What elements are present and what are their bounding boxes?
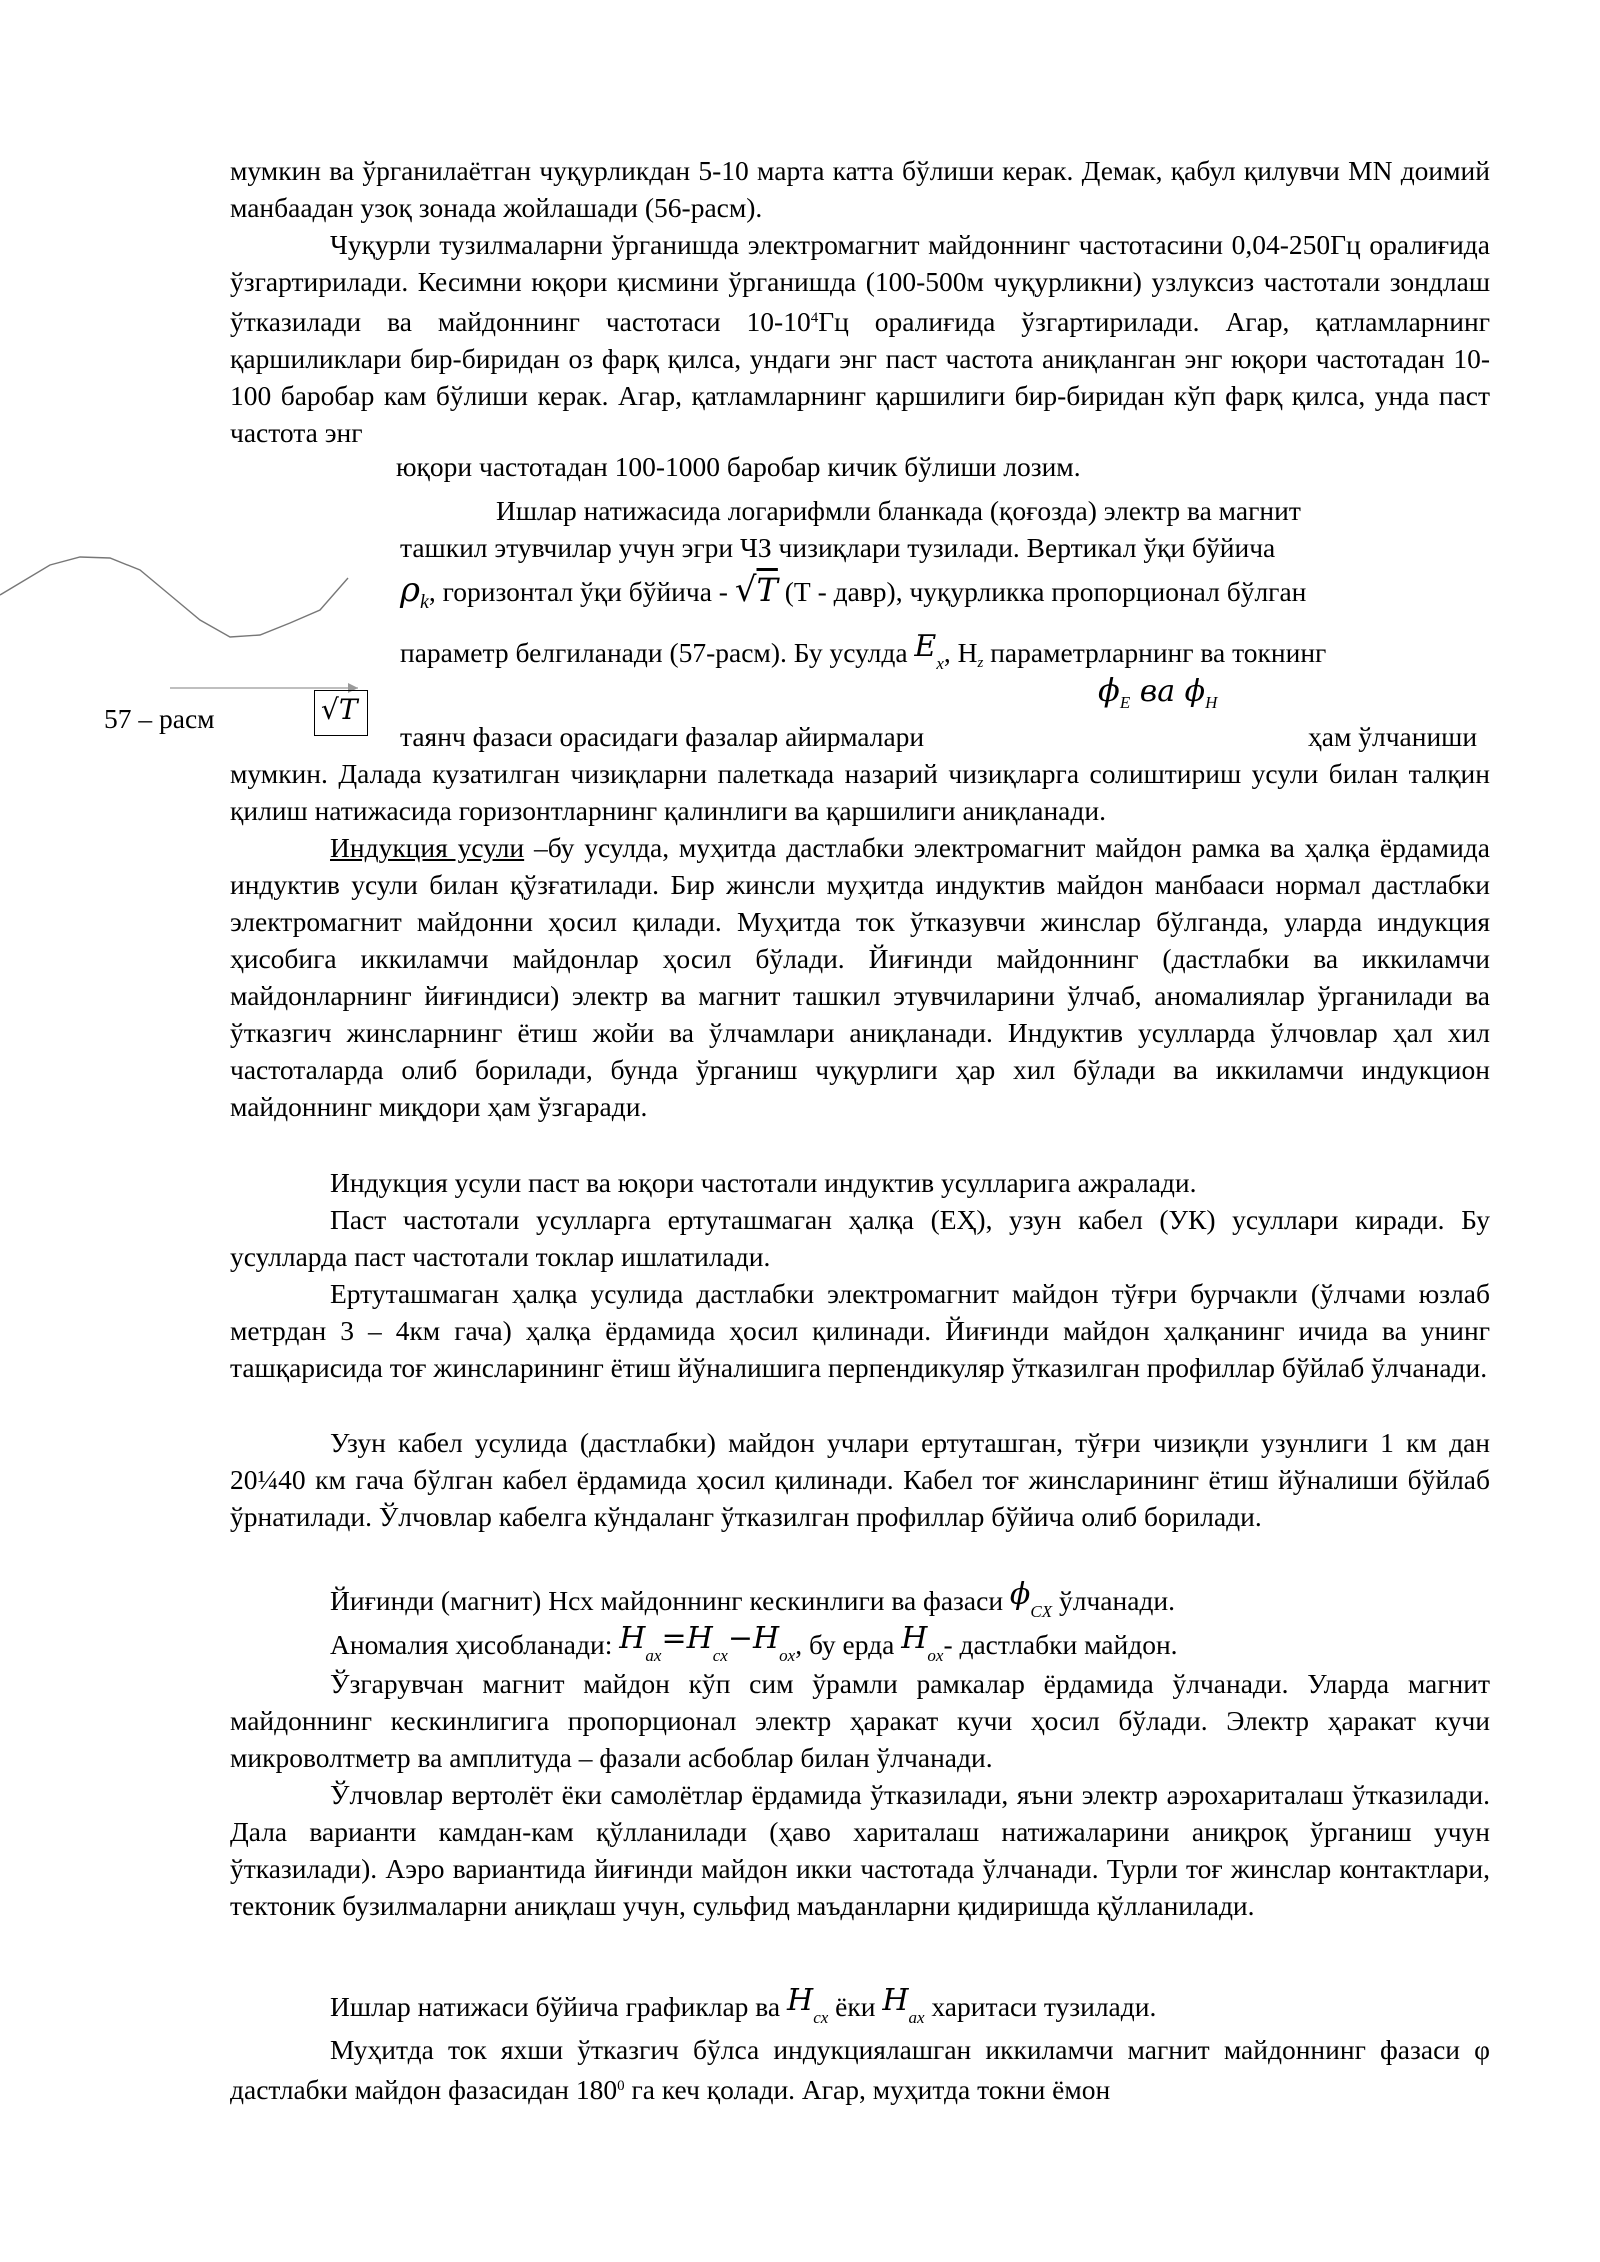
paragraph-aerial-survey: Ўлчовлар вертолёт ёки самолётлар ёрдамида ўтказилади, яъни электр аэрохариталаш ўтказилади. Дала варианти камдан-кам қўлланилади (ҳаво хариталаш натижаларини аниқроқ ўрганиш учун ўтказилади). Аэро вариантида йиғинди майдон икки частотада ўлчанади. Турли тоғ жинслар контактлари, тектоник бузилмаларни аниқлаш учун, сульфид маъданларни қидиришда қўлланилади. bbox=[230, 1779, 1490, 1921]
subscript: z bbox=[977, 655, 984, 671]
sqrt-symbol: √ bbox=[734, 570, 757, 610]
h-symbol: H bbox=[753, 1621, 780, 1656]
h-symbol: H bbox=[619, 1621, 646, 1656]
text-run: Аномалия ҳисобланади: bbox=[330, 1629, 620, 1660]
e-symbol: E bbox=[914, 629, 937, 664]
subscript: cx bbox=[712, 1646, 728, 1665]
phi-symbol: ϕ bbox=[1098, 671, 1120, 709]
rho-symbol: ρ bbox=[400, 570, 420, 610]
text-run: , H bbox=[943, 637, 978, 668]
figure-caption: 57 – расм bbox=[104, 703, 215, 734]
h-symbol: H bbox=[882, 1983, 909, 2018]
text-run: –бу усулда, муҳитда дастлабки электромагнит майдон рамка ва ҳалқа ёрдамида индуктив усули билан қўзғатилади. Бир жинсли муҳитда индуктив майдон манбааси нормал дастлабки электромагнит майдонни ҳосил қилади. Муҳитда ток ўтказувчи жинслар бўлганда, уларда индукция ҳисобига иккиламчи майдонлар ҳосил бўлади. Йиғинди майдоннинг (дастлабки ва иккиламчи майдонларнинг йиғиндиси) электр ва магнит ташкил этувчиларини ўлчаб, аномалиялар ўрганилади ва ўтказгич жинсларнинг ётиш жойи ва ўлчамлари аниқланади. Индуктив усулларда ўлчовлар ҳал хил частоталарда олиб борилади, бунда ўрганиш чуқурлиги ҳар хил бўлади ва иккиламчи индукцион майдоннинг миқдори ҳам ўзгаради. bbox=[230, 832, 1490, 1122]
subscript: cx bbox=[813, 2008, 829, 2027]
subscript: E bbox=[1119, 693, 1131, 712]
curve-figure bbox=[0, 540, 360, 700]
phase-text: ва ϕ bbox=[1130, 674, 1206, 709]
phase-formula bbox=[1098, 672, 1217, 721]
paragraph-long-cable: Узун кабел усулида (дастлабки) майдон учлари ертуташган, тўғри чизиқли узунлиги 1 км дан 20¼40 км гача бўлган кабел ёрдамида ҳосил қилинади. Кабел тоғ жинсларининг ётиш йўналиши бўйлаб ўрнатилади. Ўлчовлар кабелга кўндаланг ўтказилган профиллар бўйича олиб борилади. bbox=[230, 1427, 1490, 1532]
axis-label-box bbox=[314, 690, 368, 736]
minus-sign: − bbox=[727, 1621, 753, 1656]
paragraph-frequency bbox=[230, 226, 1490, 451]
h-symbol: H bbox=[787, 1983, 814, 2018]
section-heading-induction: Индукция усули bbox=[330, 832, 525, 863]
text-run: Муҳитда ток яхши ўтказгич бўлса индукциялашган иккиламчи магнит майдоннинг фазаси φ дастлабки майдон фазасидан 180 bbox=[230, 2034, 1490, 2105]
paragraph-ungrounded-loop: Ертуташмаган ҳалқа усулида дастлабки электромагнит майдон тўғри бурчакли (ўлчами юзлаб метрдан 3 – 4км гача) ҳалқа ёрдамида ҳосил қилинади. Йиғинди майдон ҳалқанинг ичида ва унинг ташқарисида тоғ жинсларининг ётиш йўналишига перпендикуляр ўтказилган профиллар бўйлаб ўлчанади. bbox=[230, 1278, 1490, 1383]
text-run: , бу ерда bbox=[795, 1629, 902, 1660]
figure-text-line3 bbox=[400, 572, 1306, 621]
phi-symbol: ϕ bbox=[1009, 1577, 1031, 1612]
axis-label-sqrt-t: √T bbox=[321, 693, 358, 726]
text-run: , горизонтал ўқи бўйича - bbox=[428, 576, 735, 607]
text-run: Гц оралиғида ўзгартирилади. Агар, қатламларнинг қаршиликлари бир-биридан оз фарқ қилса, ундаги энг паст частота аниқланган энг юқори частотадан 10-100 баробар кам бўлиши керак. Агар, қатламларнинг қаршилиги бир-биридан кўп фарқ қилса, унда паст частота энг bbox=[230, 306, 1490, 448]
figure-text-line2: ташкил этувчилар учун эгри ЧЗ чизиқлари тузилади. Вертикал ўқи бўйича bbox=[400, 532, 1276, 563]
paragraph-interpretation: мумкин. Далада кузатилган чизиқларни палеткада назарий чизиқларга солиштириш усули билан талқин қилиш натижасида горизонтларнинг қалинлиги ва қаршилиги аниқланади. bbox=[230, 758, 1490, 826]
paragraph-induction-types: Индукция усули паст ва юқори частотали индуктив усулларига ажралади. bbox=[330, 1167, 1197, 1198]
superscript: 0 bbox=[617, 2078, 625, 2094]
paragraph-graphs bbox=[330, 1982, 1156, 2036]
text-run: Йиғинди (магнит) Нсх майдоннинг кескинлиги ва фазаси bbox=[330, 1585, 1010, 1616]
text-run: Чуқурли тузилмаларни ўрганишда электромагнит майдоннинг частотасини 0,04-250Гц оралиғида ўзгартирилади. Кесимни юқори қисмини ўрганишда (100-500м чуқурликни) узлуксиз частотали зондлаш ўтказилади ва майдоннинг частотаси 10-10 bbox=[230, 229, 1490, 337]
paragraph-variable-field: Ўзгарувчан магнит майдон кўп сим ўрамли рамкалар ёрдамида ўлчанади. Уларда магнит майдоннинг кескинлигига пропорционал электр ҳаракат кучи ҳосил бўлади. Электр ҳаракат кучи микроволтметр ва амплитуда – фазали асбоблар билан ўлчанади. bbox=[230, 1668, 1490, 1773]
subscript: ax bbox=[645, 1646, 662, 1665]
figure-text-line1: Ишлар натижасида логарифмли бланкада (қоғозда) электр ва магнит bbox=[496, 495, 1301, 526]
text-run: ёки bbox=[828, 1991, 883, 2022]
subscript: k bbox=[420, 591, 429, 613]
paragraph-low-frequency: Паст частотали усулларга ертуташмаган ҳалқа (ЕҲ), узун кабел (УК) усуллари киради. Бу усулларда паст частотали токлар ишлатилади. bbox=[230, 1204, 1490, 1272]
subscript: x bbox=[936, 654, 944, 673]
text-run: параметр белгиланади (57-расм). Бу усулда bbox=[400, 637, 915, 668]
paragraph-frequency-end: юқори частотадан 100-1000 баробар кичик бўлиши лозим. bbox=[396, 451, 1081, 482]
period-symbol: T bbox=[756, 571, 778, 609]
subscript: ox bbox=[927, 1646, 944, 1665]
subscript: ox bbox=[779, 1646, 796, 1665]
text-run: харитаси тузилади. bbox=[924, 1991, 1157, 2022]
equals-sign: = bbox=[661, 1621, 687, 1656]
subscript: H bbox=[1205, 693, 1218, 712]
text-run: - дастлабки майдон. bbox=[943, 1629, 1178, 1660]
subscript: ax bbox=[908, 2008, 925, 2027]
text-run: Ишлар натижаси бўйича графиклар ва bbox=[330, 1991, 788, 2022]
figure-text-line5b: ҳам ўлчаниши bbox=[1308, 721, 1478, 752]
superscript: 4 bbox=[810, 310, 819, 326]
paragraph-phase-shift bbox=[230, 2031, 1490, 2108]
h-symbol: H bbox=[901, 1621, 928, 1656]
text-run: га кеч қолади. Агар, муҳитда токни ёмон bbox=[624, 2074, 1111, 2105]
text-run: (Т - давр), чуқурликка пропорционал бўлган bbox=[777, 576, 1307, 607]
paragraph-intro: мумкин ва ўрганилаётган чуқурликдан 5-10 марта катта бўлиши керак. Демак, қабул қилувчи MN доимий манбаадан узоқ зонада жойлашади (56-расм). bbox=[230, 155, 1490, 223]
sounding-curve bbox=[0, 557, 348, 637]
h-symbol: H bbox=[686, 1621, 713, 1656]
paragraph-induction bbox=[230, 829, 1490, 1125]
text-run: ўлчанади. bbox=[1052, 1585, 1175, 1616]
text-run: параметрларнинг ва токнинг bbox=[983, 637, 1327, 668]
subscript: CX bbox=[1030, 1602, 1053, 1621]
figure-text-line5a: таянч фазаси орасидаги фазалар айирмалари bbox=[400, 721, 925, 752]
